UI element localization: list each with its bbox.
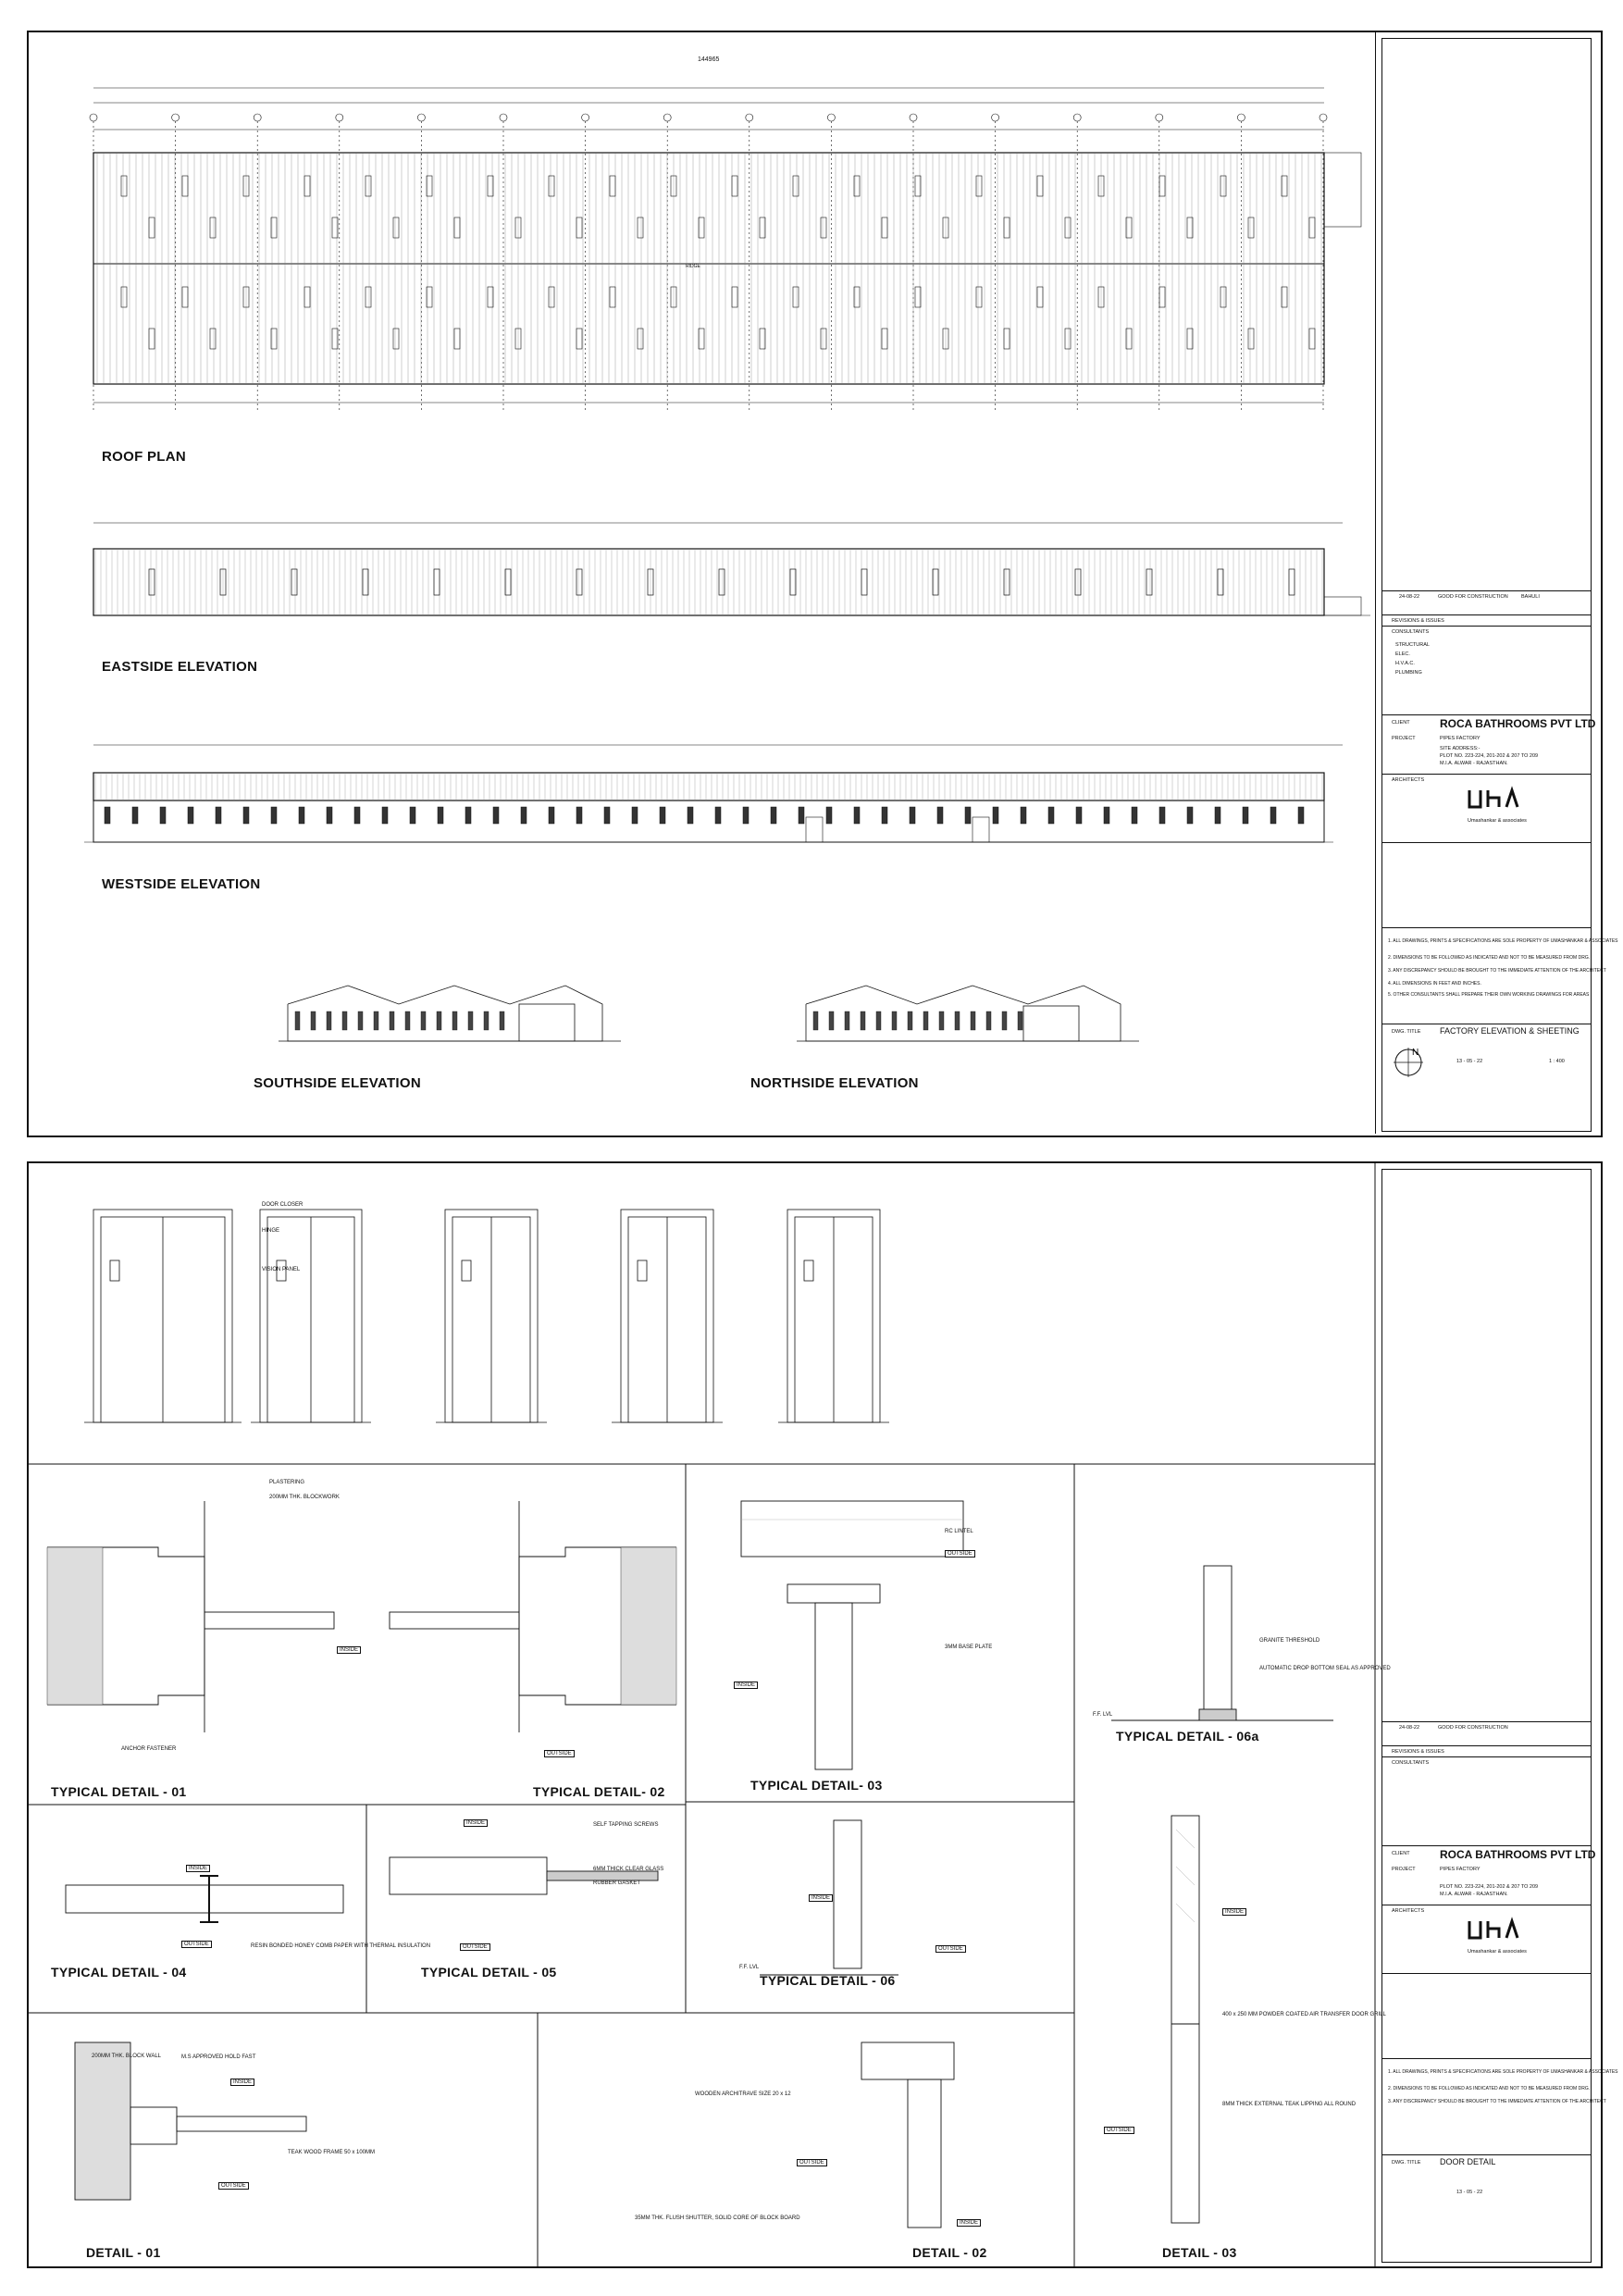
outside-tag-d02: OUTSIDE bbox=[797, 2159, 827, 2166]
vision-panel-callout: VISION PANEL bbox=[262, 1267, 301, 1272]
inside-tag-d03: INSIDE bbox=[1222, 1908, 1246, 1916]
detail-01-title: DETAIL - 01 bbox=[86, 2245, 161, 2260]
typical-detail-02-title: TYPICAL DETAIL- 02 bbox=[533, 1784, 665, 1799]
detail-03-drawing bbox=[1158, 1811, 1213, 2237]
typical-detail-04-title: TYPICAL DETAIL - 04 bbox=[51, 1965, 187, 1980]
sheet-factory-elevation bbox=[27, 31, 1618, 1137]
inside-tag-05: INSIDE bbox=[464, 1819, 488, 1827]
architect-firm: Umashankar & associates bbox=[1468, 818, 1527, 824]
westside-elevation-drawing bbox=[84, 736, 1398, 856]
note-2: 2. DIMENSIONS TO BE FOLLOWED AS INDICATED AND NOT TO BE MEASURED FROM DRG. bbox=[1388, 955, 1591, 961]
outside-tag-06: OUTSIDE bbox=[935, 1945, 966, 1953]
eastside-elevation-drawing bbox=[84, 514, 1398, 625]
note-4: 4. ALL DIMENSIONS IN FEET AND INCHES. bbox=[1388, 981, 1481, 987]
note-2-2: 2. DIMENSIONS TO BE FOLLOWED AS INDICATED AND NOT TO BE MEASURED FROM DRG. bbox=[1388, 2086, 1591, 2091]
detail-01-drawing bbox=[66, 2033, 325, 2218]
ffl-tag-06: F.F. LVL bbox=[739, 1965, 760, 1970]
door-closer-callout: DOOR CLOSER bbox=[262, 1202, 304, 1208]
ffl-tag-06a: F.F. LVL bbox=[1093, 1712, 1113, 1718]
teak-lipping-callout: 8MM THICK EXTERNAL TEAK LIPPING ALL ROUND bbox=[1222, 2102, 1357, 2107]
client-name: ROCA BATHROOMS PVT LTD bbox=[1440, 717, 1596, 730]
revision-desc: GOOD FOR CONSTRUCTION bbox=[1438, 594, 1508, 600]
note-3-2: 3. ANY DISCREPANCY SHOULD BE BROUGHT TO THE IMMEDIATE ATTENTION OF THE ARCHITECT bbox=[1388, 2099, 1606, 2104]
flush-shutter-callout: 35MM THK. FLUSH SHUTTER, SOLID CORE OF BLOCK BOARD bbox=[635, 2215, 800, 2221]
consultant-elec: ELEC. bbox=[1395, 652, 1410, 657]
dwg-date: 13 - 05 - 22 bbox=[1456, 1059, 1483, 1064]
architect-logo-2 bbox=[1466, 1917, 1521, 1945]
client-name-2: ROCA BATHROOMS PVT LTD bbox=[1440, 1848, 1596, 1861]
revision-by: BAHULI bbox=[1521, 594, 1540, 600]
dwg-scale: 1 : 400 bbox=[1549, 1059, 1565, 1064]
consultants-title: CONSULTANTS bbox=[1392, 629, 1430, 635]
architects-label-2: ARCHITECTS bbox=[1392, 1908, 1425, 1914]
consultant-structural: STRUCTURAL bbox=[1395, 642, 1430, 648]
dwg-title: FACTORY ELEVATION & SHEETING bbox=[1440, 1026, 1580, 1036]
site-label: SITE ADDRESS:- bbox=[1440, 746, 1481, 751]
eastside-elevation-title: EASTSIDE ELEVATION bbox=[102, 659, 258, 675]
project-label-2: PROJECT bbox=[1392, 1867, 1416, 1872]
hinge-callout: HINGE bbox=[262, 1228, 280, 1234]
typical-detail-06a-drawing bbox=[1093, 1561, 1352, 1746]
typical-detail-01-title: TYPICAL DETAIL - 01 bbox=[51, 1784, 187, 1799]
site-line-2-2: M.I.A. ALWAR - RAJASTHAN. bbox=[1440, 1892, 1508, 1897]
outside-tag: OUTSIDE bbox=[544, 1750, 575, 1757]
northside-elevation-drawing bbox=[787, 949, 1158, 1078]
title-block-1 bbox=[1381, 38, 1618, 1132]
dwg-title-label-2: DWG. TITLE bbox=[1392, 2160, 1421, 2166]
inside-tag-06: INSIDE bbox=[809, 1894, 833, 1902]
inside-tag-04: INSIDE bbox=[186, 1865, 210, 1872]
detail-02-drawing bbox=[843, 2024, 1028, 2237]
consultant-plumbing: PLUMBING bbox=[1395, 670, 1422, 676]
inside-tag-d01: INSIDE bbox=[230, 2079, 254, 2086]
dwg-title-2: DOOR DETAIL bbox=[1440, 2157, 1496, 2166]
base-plate-callout: 3MM BASE PLATE bbox=[945, 1644, 993, 1650]
dwg-title-label: DWG. TITLE bbox=[1392, 1029, 1421, 1035]
inside-tag-03: INSIDE bbox=[734, 1682, 758, 1689]
note-3: 3. ANY DISCREPANCY SHOULD BE BROUGHT TO THE IMMEDIATE ATTENTION OF THE ARCHITECT bbox=[1388, 968, 1606, 974]
southside-elevation-title: SOUTHSIDE ELEVATION bbox=[254, 1075, 421, 1091]
roof-overall-dim: 144965 bbox=[698, 56, 720, 63]
glass-callout: 6MM THICK CLEAR GLASS bbox=[593, 1867, 664, 1872]
svg-text:N: N bbox=[1412, 1048, 1419, 1058]
north-arrow-icon bbox=[1390, 1044, 1427, 1081]
note-1: 1. ALL DRAWINGS, PRINTS & SPECIFICATIONS ARE SOLE PROPERTY OF UMASHANKAR & ASSOCIATES bbox=[1388, 938, 1618, 944]
honeycomb-callout: RESIN BONDED HONEY COMB PAPER WITH THERMAL INSULATION bbox=[251, 1943, 431, 1949]
westside-elevation-title: WESTSIDE ELEVATION bbox=[102, 876, 261, 892]
revisions-title: REVISIONS & ISSUES bbox=[1392, 618, 1444, 624]
note-1-2: 1. ALL DRAWINGS, PRINTS & SPECIFICATIONS ARE SOLE PROPERTY OF UMASHANKAR & ASSOCIATES bbox=[1388, 2069, 1618, 2075]
site-line-2: M.I.A. ALWAR - RAJASTHAN. bbox=[1440, 761, 1508, 766]
outside-tag-d01: OUTSIDE bbox=[218, 2182, 249, 2190]
project-label: PROJECT bbox=[1392, 736, 1416, 741]
revisions-title-2: REVISIONS & ISSUES bbox=[1392, 1749, 1444, 1755]
outside-tag-d03: OUTSIDE bbox=[1104, 2127, 1134, 2134]
typical-detail-06-title: TYPICAL DETAIL - 06 bbox=[760, 1973, 896, 1988]
typical-detail-05-title: TYPICAL DETAIL - 05 bbox=[421, 1965, 557, 1980]
drop-seal-callout: AUTOMATIC DROP BOTTOM SEAL AS APPROVED bbox=[1259, 1666, 1391, 1671]
plastering-callout: PLASTERING bbox=[269, 1480, 305, 1485]
teak-frame-callout: TEAK WOOD FRAME 50 x 100MM bbox=[288, 2150, 376, 2155]
site-line-1: PLOT NO. 223-224, 201-202 & 207 TO 209 bbox=[1440, 753, 1539, 759]
note-5: 5. OTHER CONSULTANTS SHALL PREPARE THEIR OWN WORKING DRAWINGS FOR AREAS bbox=[1388, 992, 1590, 998]
consultants-title-2: CONSULTANTS bbox=[1392, 1760, 1430, 1766]
roof-plan-title: ROOF PLAN bbox=[102, 449, 187, 465]
typical-detail-01-02-drawing bbox=[38, 1473, 686, 1751]
client-label: CLIENT bbox=[1392, 720, 1410, 726]
typical-detail-03-title: TYPICAL DETAIL- 03 bbox=[750, 1778, 883, 1793]
anchor-callout: ANCHOR FASTENER bbox=[121, 1746, 177, 1752]
architect-logo bbox=[1466, 787, 1521, 814]
granite-callout: GRANITE THRESHOLD bbox=[1259, 1638, 1320, 1644]
consultant-hvac: H.V.A.C. bbox=[1395, 661, 1415, 666]
outside-tag-04: OUTSIDE bbox=[181, 1941, 212, 1948]
block-wall-callout: 200MM THK. BLOCK WALL bbox=[92, 2054, 162, 2059]
architect-firm-2: Umashankar & associates bbox=[1468, 1949, 1527, 1955]
revision-desc-2: GOOD FOR CONSTRUCTION bbox=[1438, 1725, 1508, 1731]
blockwork-callout: 200MM THK. BLOCKWORK bbox=[269, 1495, 340, 1500]
southside-elevation-drawing bbox=[269, 949, 639, 1078]
inside-tag-d02: INSIDE bbox=[957, 2219, 981, 2227]
typical-detail-06-drawing bbox=[760, 1816, 908, 1982]
project-name-2: PIPES FACTORY bbox=[1440, 1867, 1481, 1872]
architects-label: ARCHITECTS bbox=[1392, 777, 1425, 783]
dwg-date-2: 13 - 05 - 22 bbox=[1456, 2190, 1483, 2195]
revision-date: 24-08-22 bbox=[1399, 594, 1420, 600]
detail-02-title: DETAIL - 02 bbox=[912, 2245, 987, 2260]
roof-plan-drawing bbox=[84, 60, 1398, 477]
northside-elevation-title: NORTHSIDE ELEVATION bbox=[750, 1075, 919, 1091]
detail-03-title: DETAIL - 03 bbox=[1162, 2245, 1237, 2260]
gasket-callout: RUBBER GASKET bbox=[593, 1880, 641, 1886]
rc-lintel-callout: RC LINTEL bbox=[945, 1529, 973, 1534]
grill-callout: 400 x 250 MM POWDER COATED AIR TRANSFER DOOR GRILL bbox=[1222, 2012, 1386, 2017]
hold-fast-callout: M.S APPROVED HOLD FAST bbox=[181, 2054, 256, 2060]
door-elevations bbox=[66, 1191, 1361, 1450]
outside-tag-05: OUTSIDE bbox=[460, 1943, 490, 1951]
typical-detail-06a-title: TYPICAL DETAIL - 06a bbox=[1116, 1729, 1259, 1744]
inside-tag: INSIDE bbox=[337, 1646, 361, 1654]
outside-tag-03: OUTSIDE bbox=[945, 1550, 975, 1558]
revision-date-2: 24-08-22 bbox=[1399, 1725, 1420, 1731]
sheet-door-detail bbox=[27, 1161, 1618, 2268]
roof-ridge-label: RIDGE bbox=[686, 264, 700, 269]
title-block-2 bbox=[1381, 1169, 1618, 2263]
site-line-1-2: PLOT NO. 223-224, 201-202 & 207 TO 209 bbox=[1440, 1884, 1539, 1890]
project-name: PIPES FACTORY bbox=[1440, 736, 1481, 741]
typical-detail-03-drawing bbox=[713, 1483, 1065, 1779]
architrave-callout: WOODEN ARCHITRAVE SIZE 20 x 12 bbox=[695, 2091, 791, 2097]
tapping-callout: SELF TAPPING SCREWS bbox=[593, 1822, 659, 1828]
client-label-2: CLIENT bbox=[1392, 1851, 1410, 1856]
